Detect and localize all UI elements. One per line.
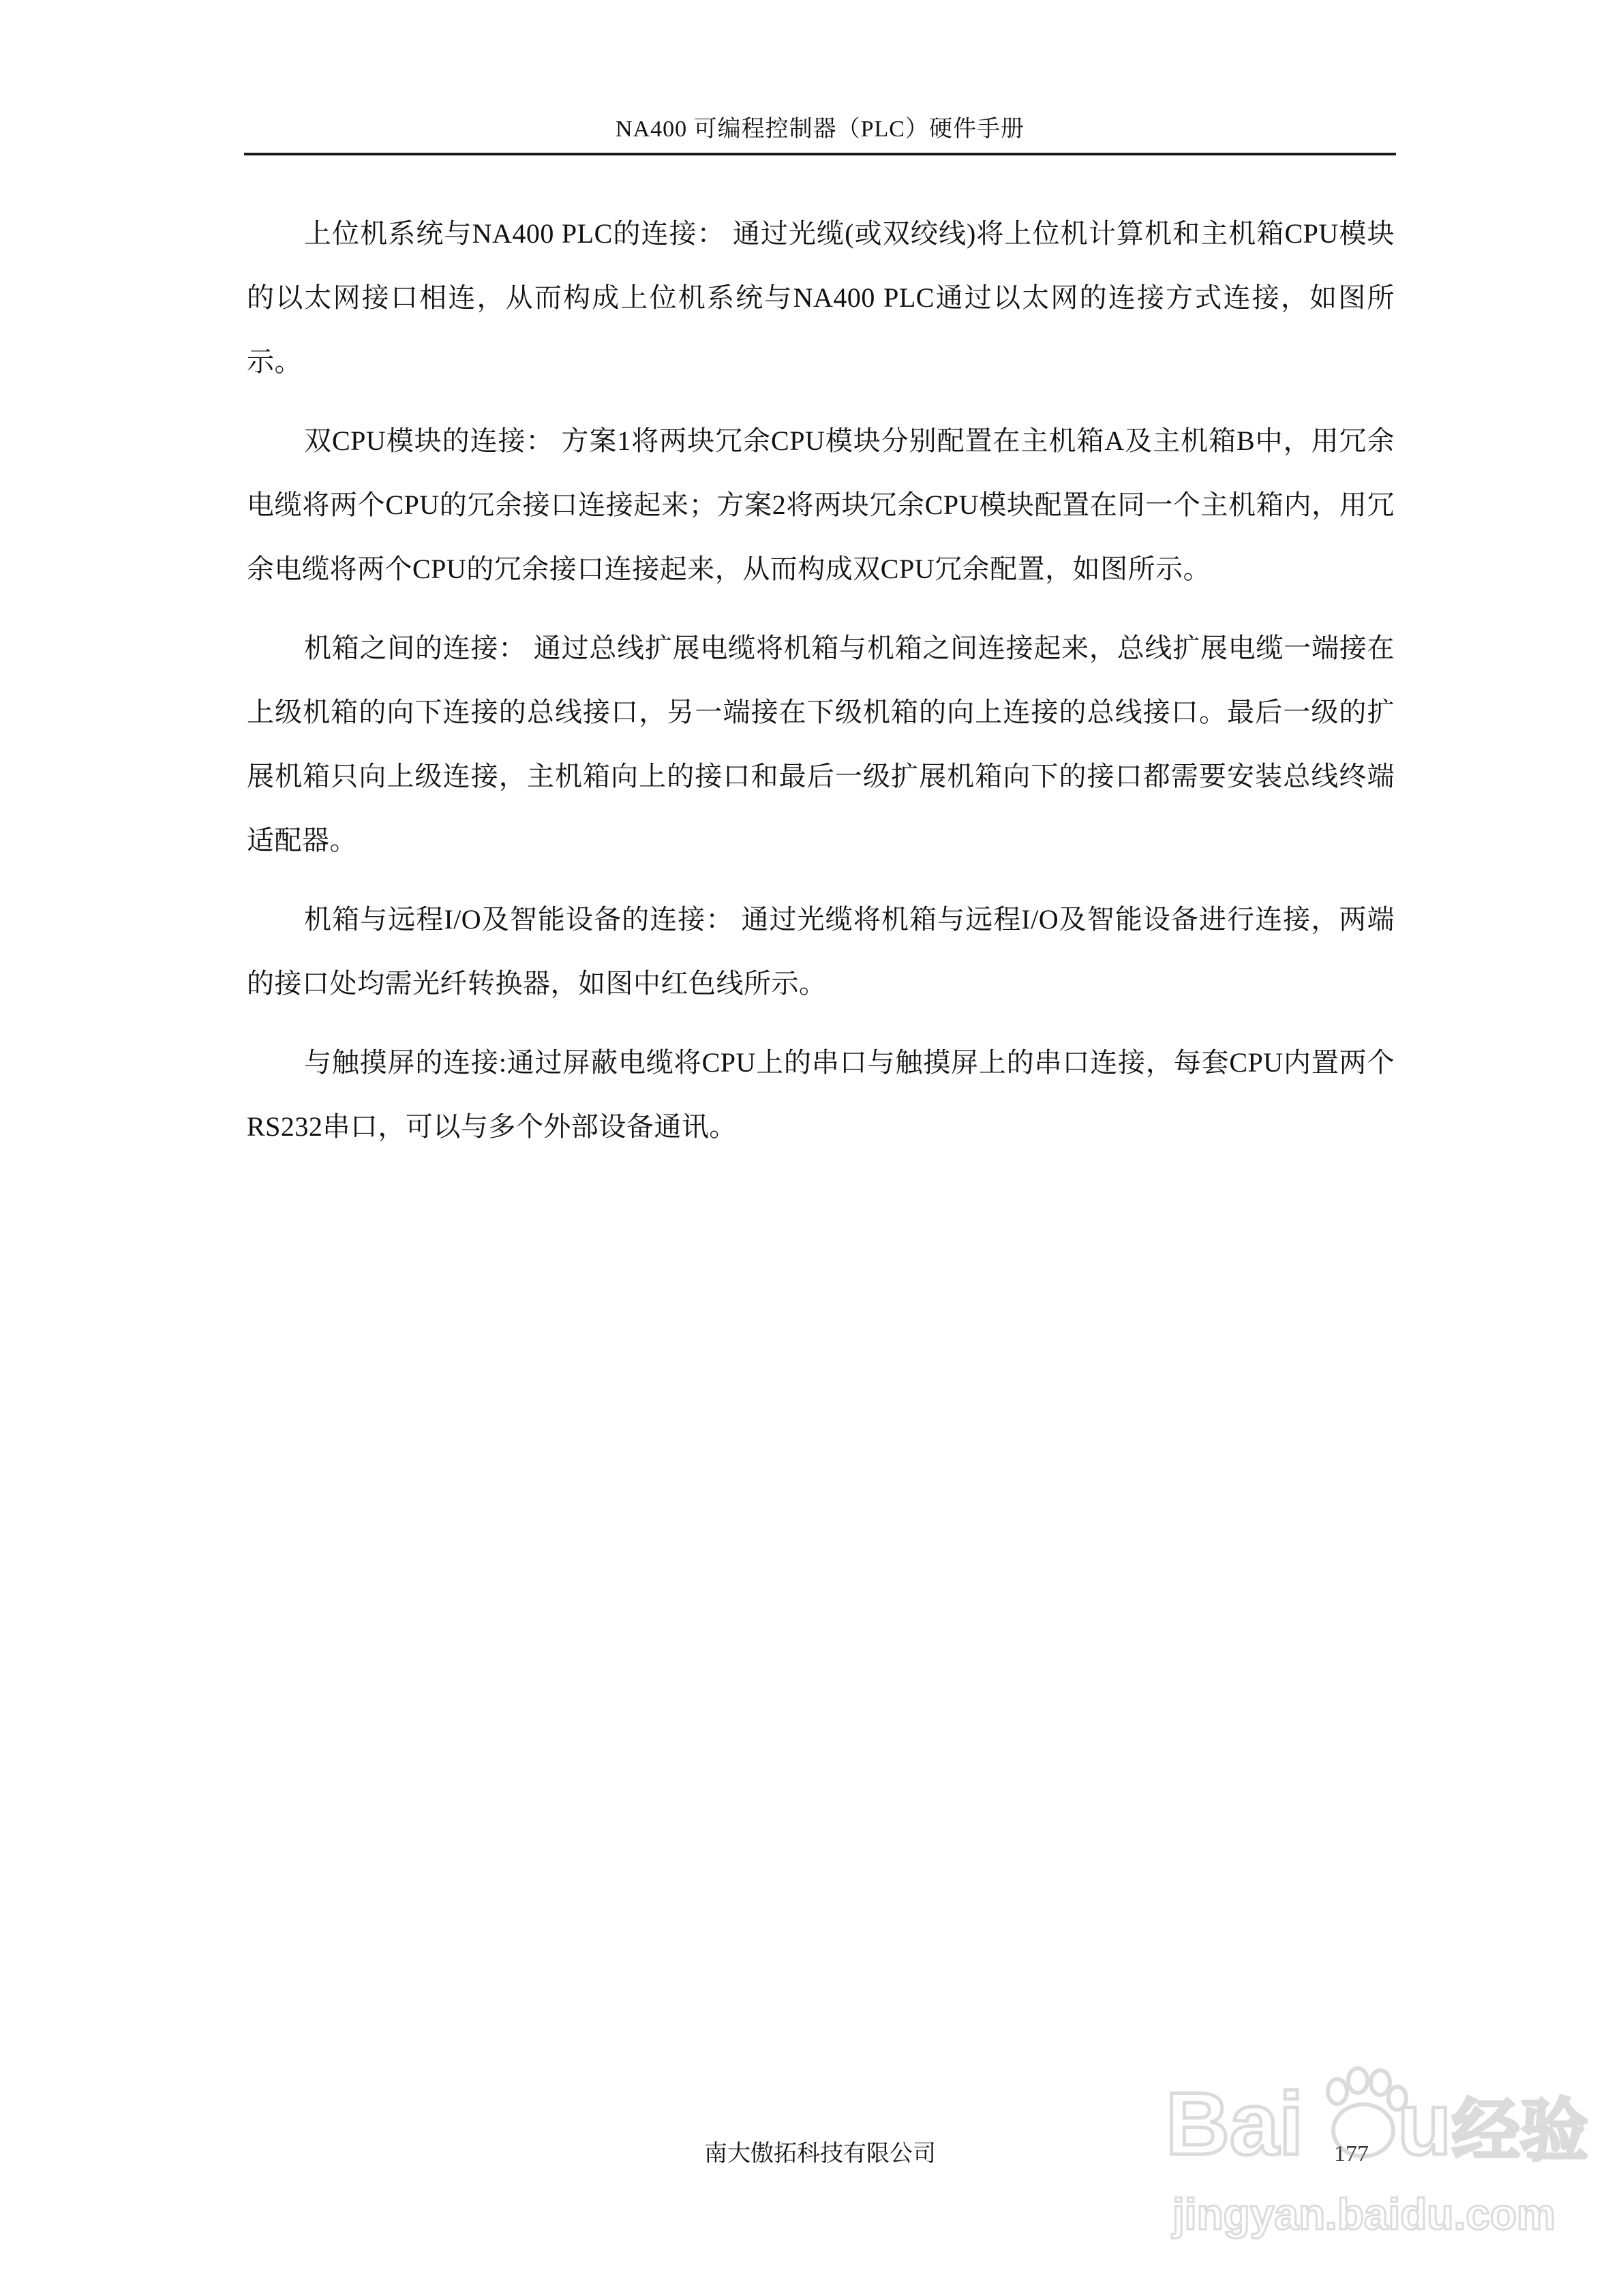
header-title: NA400 可编程控制器（PLC）硬件手册 — [616, 117, 1025, 142]
svg-text:u: u — [1397, 2074, 1452, 2173]
paragraph-dual-cpu: 双CPU模块的连接： 方案1将两块冗余CPU模块分别配置在主机箱A及主机箱B中，用冗余电缆将两个CPU的冗余接口连接起来；方案2将两块冗余CPU模块配置在同一个主机箱内，用冗余电缆将两个CPU的冗余接口连接起来，从而构成双CPU冗余配置，如图所示。 — [247, 425, 1395, 584]
baidu-jingyan-watermark-logo — [1159, 2052, 1588, 2256]
paragraph-chassis-connection: 机箱之间的连接： 通过总线扩展电缆将机箱与机箱之间连接起来，总线扩展电缆一端接在上级机箱的向下连接的总线接口，另一端接在下级机箱的向上连接的总线接口。最后一级的扩展机箱只向上级连接，主机箱向上的接口和最后一级扩展机箱向下的接口都需要安装总线终端适配器。 — [247, 633, 1395, 856]
paragraph-host-connection: 上位机系统与NA400 PLC的连接： 通过光缆(或双绞线)将上位机计算机和主机箱CPU模块的以太网接口相连，从而构成上位机系统与NA400 PLC通过以太网的连接方式连接，如图所示。 — [247, 218, 1395, 377]
svg-text:Bai: Bai — [1166, 2074, 1304, 2173]
page-header — [244, 109, 1396, 155]
paragraph-touchscreen: 与触摸屏的连接:通过屏蔽电缆将CPU上的串口与触摸屏上的串口连接，每套CPU内置两个RS232串口，可以与多个外部设备通讯。 — [247, 1047, 1395, 1142]
page-number: 177 — [1334, 2141, 1369, 2166]
svg-text:jingyan.baidu.com: jingyan.baidu.com — [1172, 2190, 1556, 2239]
footer-company: 南大傲拓科技有限公司 — [704, 2141, 936, 2166]
svg-text:经验: 经验 — [1452, 2091, 1588, 2171]
paragraph-remote-io: 机箱与远程I/O及智能设备的连接： 通过光缆将机箱与远程I/O及智能设备进行连接，两端的接口处均需光纤转换器，如图中红色线所示。 — [247, 904, 1395, 999]
document-body — [247, 202, 1395, 1174]
